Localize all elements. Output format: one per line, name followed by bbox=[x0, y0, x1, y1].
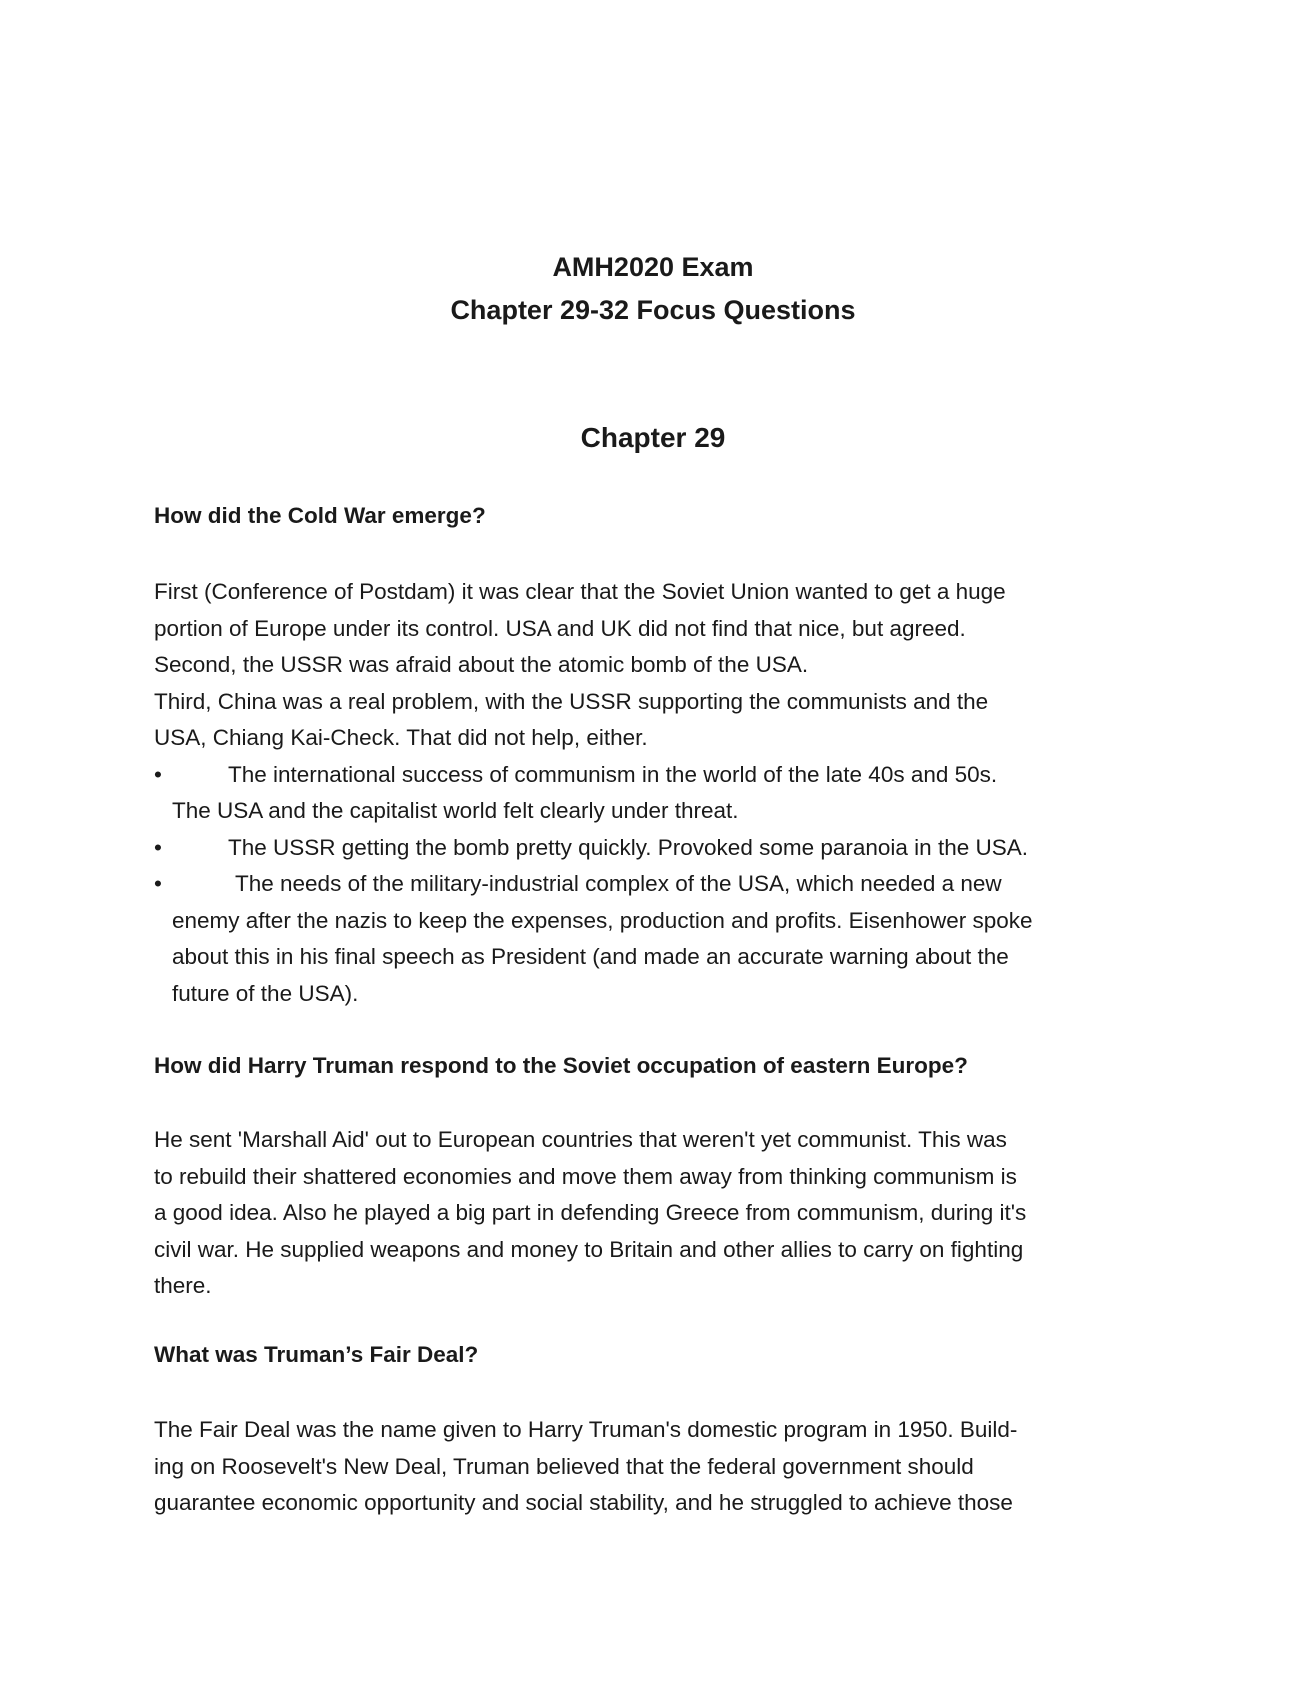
paragraph-line: USA, Chiang Kai-Check. That did not help, either. bbox=[154, 725, 648, 750]
paragraph-line: First (Conference of Postdam) it was clear that the Soviet Union wanted to get a huge bbox=[154, 579, 1006, 604]
bullet-marker: • bbox=[154, 871, 162, 896]
question-fair-deal: What was Truman’s Fair Deal? bbox=[154, 1342, 479, 1367]
bullet-item bbox=[154, 830, 1164, 867]
bullet-continuation: future of the USA). bbox=[172, 980, 359, 1006]
paragraph-line: to rebuild their shattered economies and move them away from thinking communism is bbox=[154, 1163, 1017, 1189]
paragraph-line: there. bbox=[154, 1273, 212, 1298]
bullet-text: The needs of the military-industrial complex of the USA, which needed a new bbox=[235, 871, 1002, 896]
title-block bbox=[0, 246, 1306, 332]
document-subtitle: Chapter 29-32 Focus Questions bbox=[450, 295, 856, 325]
paragraph-line: Second, the USSR was afraid about the atomic bomb of the USA. bbox=[154, 652, 809, 677]
bullet-marker: • bbox=[154, 761, 162, 787]
bullet-item bbox=[154, 866, 1164, 903]
question-truman-response: How did Harry Truman respond to the Soviet occupation of eastern Europe? bbox=[154, 1053, 968, 1078]
chapter-heading: Chapter 29 bbox=[580, 422, 726, 453]
paragraph-line: Third, China was a real problem, with the USSR supporting the communists and the bbox=[154, 688, 989, 714]
document-title: AMH2020 Exam bbox=[552, 252, 754, 282]
answer-fair-deal bbox=[154, 1412, 1164, 1522]
answer-truman-response bbox=[154, 1122, 1164, 1305]
paragraph-line: civil war. He supplied weapons and money to Britain and other allies to carry on fighting bbox=[154, 1236, 1024, 1262]
bullet-continuation: The USA and the capitalist world felt clearly under threat. bbox=[172, 798, 739, 823]
paragraph-line: guarantee economic opportunity and social stability, and he struggled to achieve those bbox=[154, 1490, 1013, 1515]
answer-cold-war bbox=[154, 574, 1164, 1012]
paragraph-line: ing on Roosevelt's New Deal, Truman believed that the federal government should bbox=[154, 1453, 974, 1479]
bullet-marker: • bbox=[154, 834, 162, 860]
bullet-text: The USSR getting the bomb pretty quickly. Provoked some paranoia in the USA. bbox=[228, 834, 1028, 860]
paragraph-line: He sent 'Marshall Aid' out to European countries that weren't yet communist. This was bbox=[154, 1127, 1007, 1152]
paragraph-line: The Fair Deal was the name given to Harry Truman's domestic program in 1950. Build- bbox=[154, 1417, 1018, 1442]
question-cold-war: How did the Cold War emerge? bbox=[154, 503, 486, 528]
paragraph-line: a good idea. Also he played a big part in defending Greece from communism, during it's bbox=[154, 1200, 1027, 1225]
bullet-item bbox=[154, 757, 1164, 794]
bullet-continuation: enemy after the nazis to keep the expenses, production and profits. Eisenhower spoke bbox=[172, 907, 1033, 933]
bullet-continuation: about this in his final speech as President (and made an accurate warning about the bbox=[172, 944, 1009, 969]
bullet-text: The international success of communism in the world of the late 40s and 50s. bbox=[228, 761, 998, 787]
paragraph-line: portion of Europe under its control. USA and UK did not find that nice, but agreed. bbox=[154, 615, 966, 641]
